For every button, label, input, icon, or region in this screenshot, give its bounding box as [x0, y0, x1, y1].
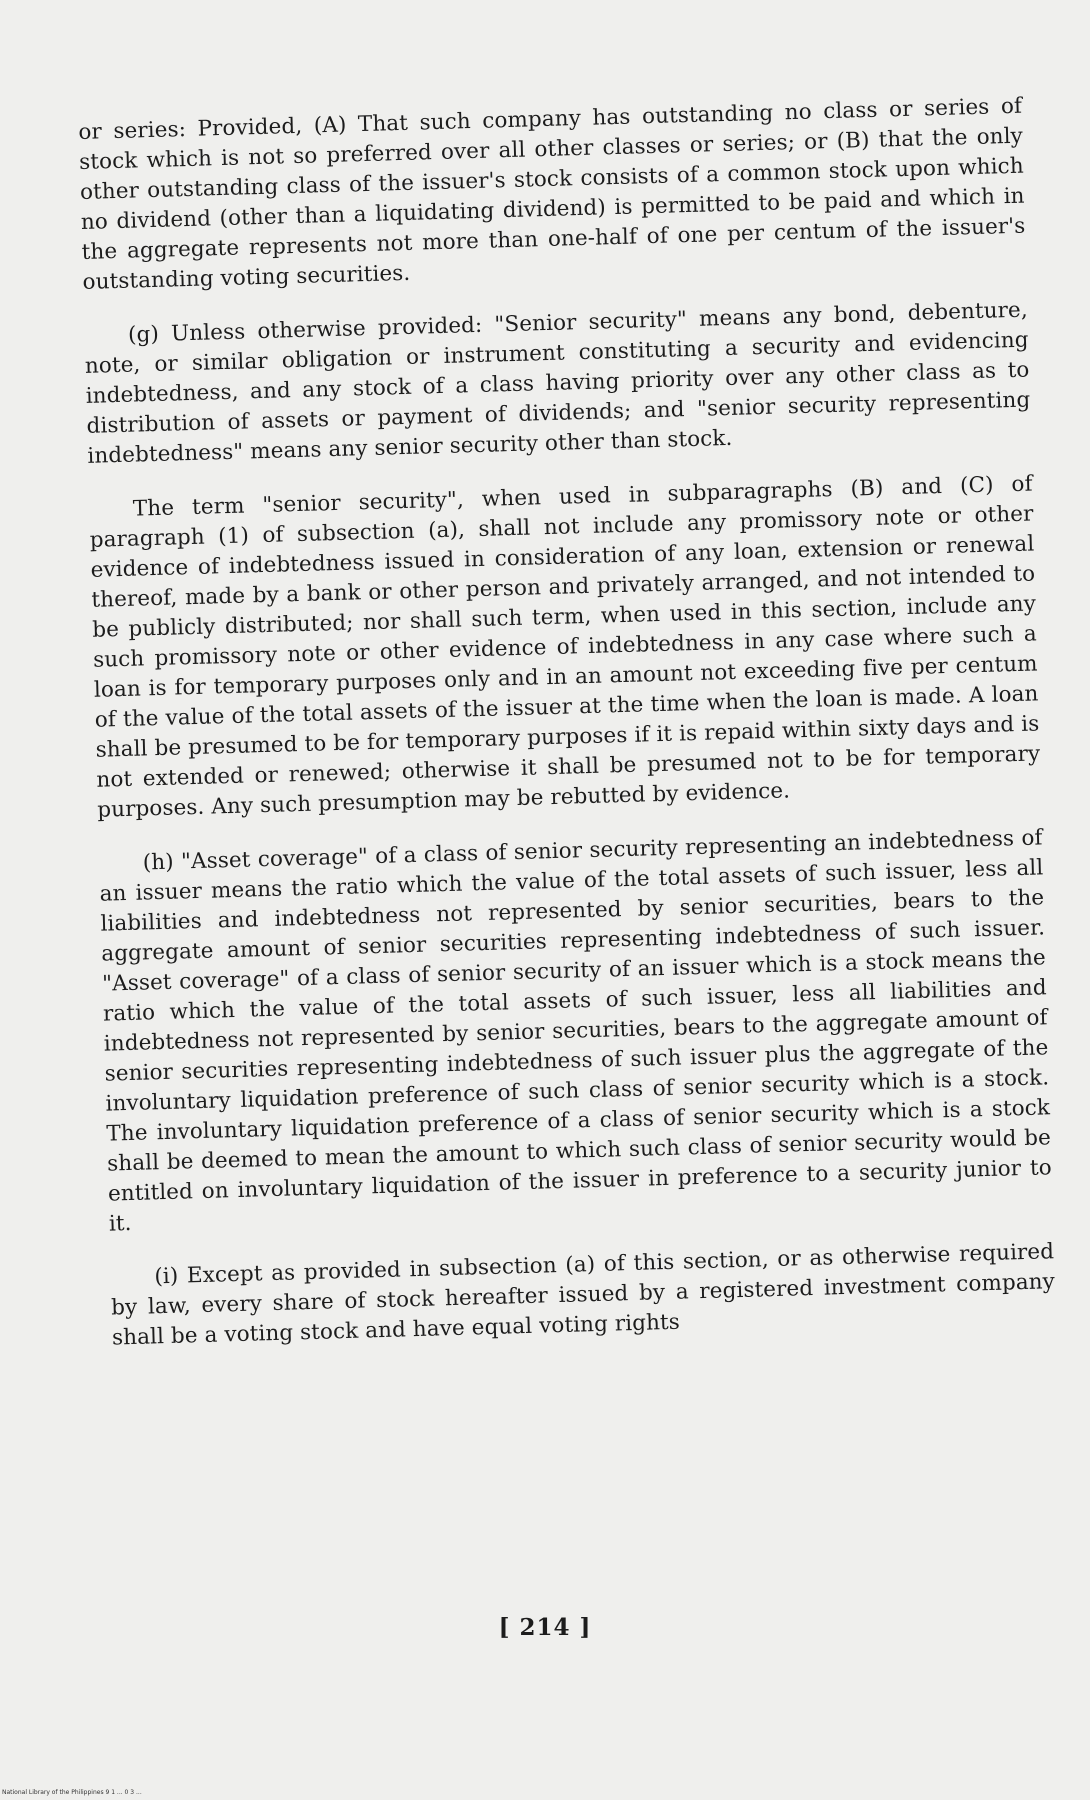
- paragraph-i-voting-stock: (i) Except as provided in subsection (a) of this section, or as otherwise required by law, every share of stock hereafter issued by a registered investment company shall be a voting stock and have equal voting rights: [110, 1239, 1056, 1351]
- paragraph-g-senior-security: (g) Unless otherwise provided: "Senior security" means any bond, debenture, note, or similar obligation or instrument constituting a security and evidencing indebtedness, and any stock of a class having priority over any other class as to distribution of assets or payment of dividends; and "senior security representing indebtedness" means any senior security other than stock.: [84, 297, 1031, 469]
- document-body: [78, 92, 1056, 1354]
- scan-footer-label: National Library of the Philippines 9 1 ... 0 3 ...: [2, 1789, 142, 1796]
- page-number: [ 214 ]: [498, 1614, 592, 1641]
- paragraph-h-asset-coverage: (h) "Asset coverage" of a class of senior security representing an indebtedness of an issuer means the ratio which the value of the total assets of such issuer, less all liabilities and indebtedness not represented by senior securities, bears to the aggregate amount of senior securities representing indebtedness of such issuer. "Asset coverage" of a class of senior security of an issuer which is a stock means the ratio which the value of the total assets of such issuer, less all liabilities and indebtedness not represented by senior securities, bears to the aggregate amount of senior securities representing indebtedness of such issuer plus the aggregate of the involuntary liquidation preference of such class of senior security which is a stock. The involuntary liquidation preference of a class of senior security which is a stock shall be deemed to mean the amount to which such class of senior security would be entitled on involuntary liquidation of the issuer in preference to a security junior to it.: [99, 825, 1053, 1237]
- paragraph-provided-clause: or series: Provided, (A) That such company has outstanding no class or series of stock which is not so preferred over all other classes or series; or (B) that the only other outstanding class of the issuer's stock consists of a common stock upon which no dividend (other than a liquidating dividend) is permitted to be paid and which in the aggregate represents not more than one-half of one per centum of the issuer's outstanding voting securities.: [78, 93, 1026, 295]
- paragraph-senior-security-term: The term "senior security", when used in subparagraphs (B) and (C) of paragraph (1) of subsection (a), shall not include any promissory note or other evidence of indebtedness issued in consideration of any loan, extension or renewal thereof, made by a bank or other person and privately arranged, and not intended to be publicly distributed; nor shall such term, when used in this section, include any such promissory note or other evidence of indebtedness in any case where such a loan is for temporary purposes only and in an amount not exceeding five per centum of the value of the total assets of the issuer at the time when the loan is made. A loan shall be presumed to be for temporary purposes if it is repaid within sixty days and is not extended or renewed; otherwise it shall be presumed not to be for temporary purposes. Any such presumption may be rebutted by evidence.: [89, 471, 1041, 823]
